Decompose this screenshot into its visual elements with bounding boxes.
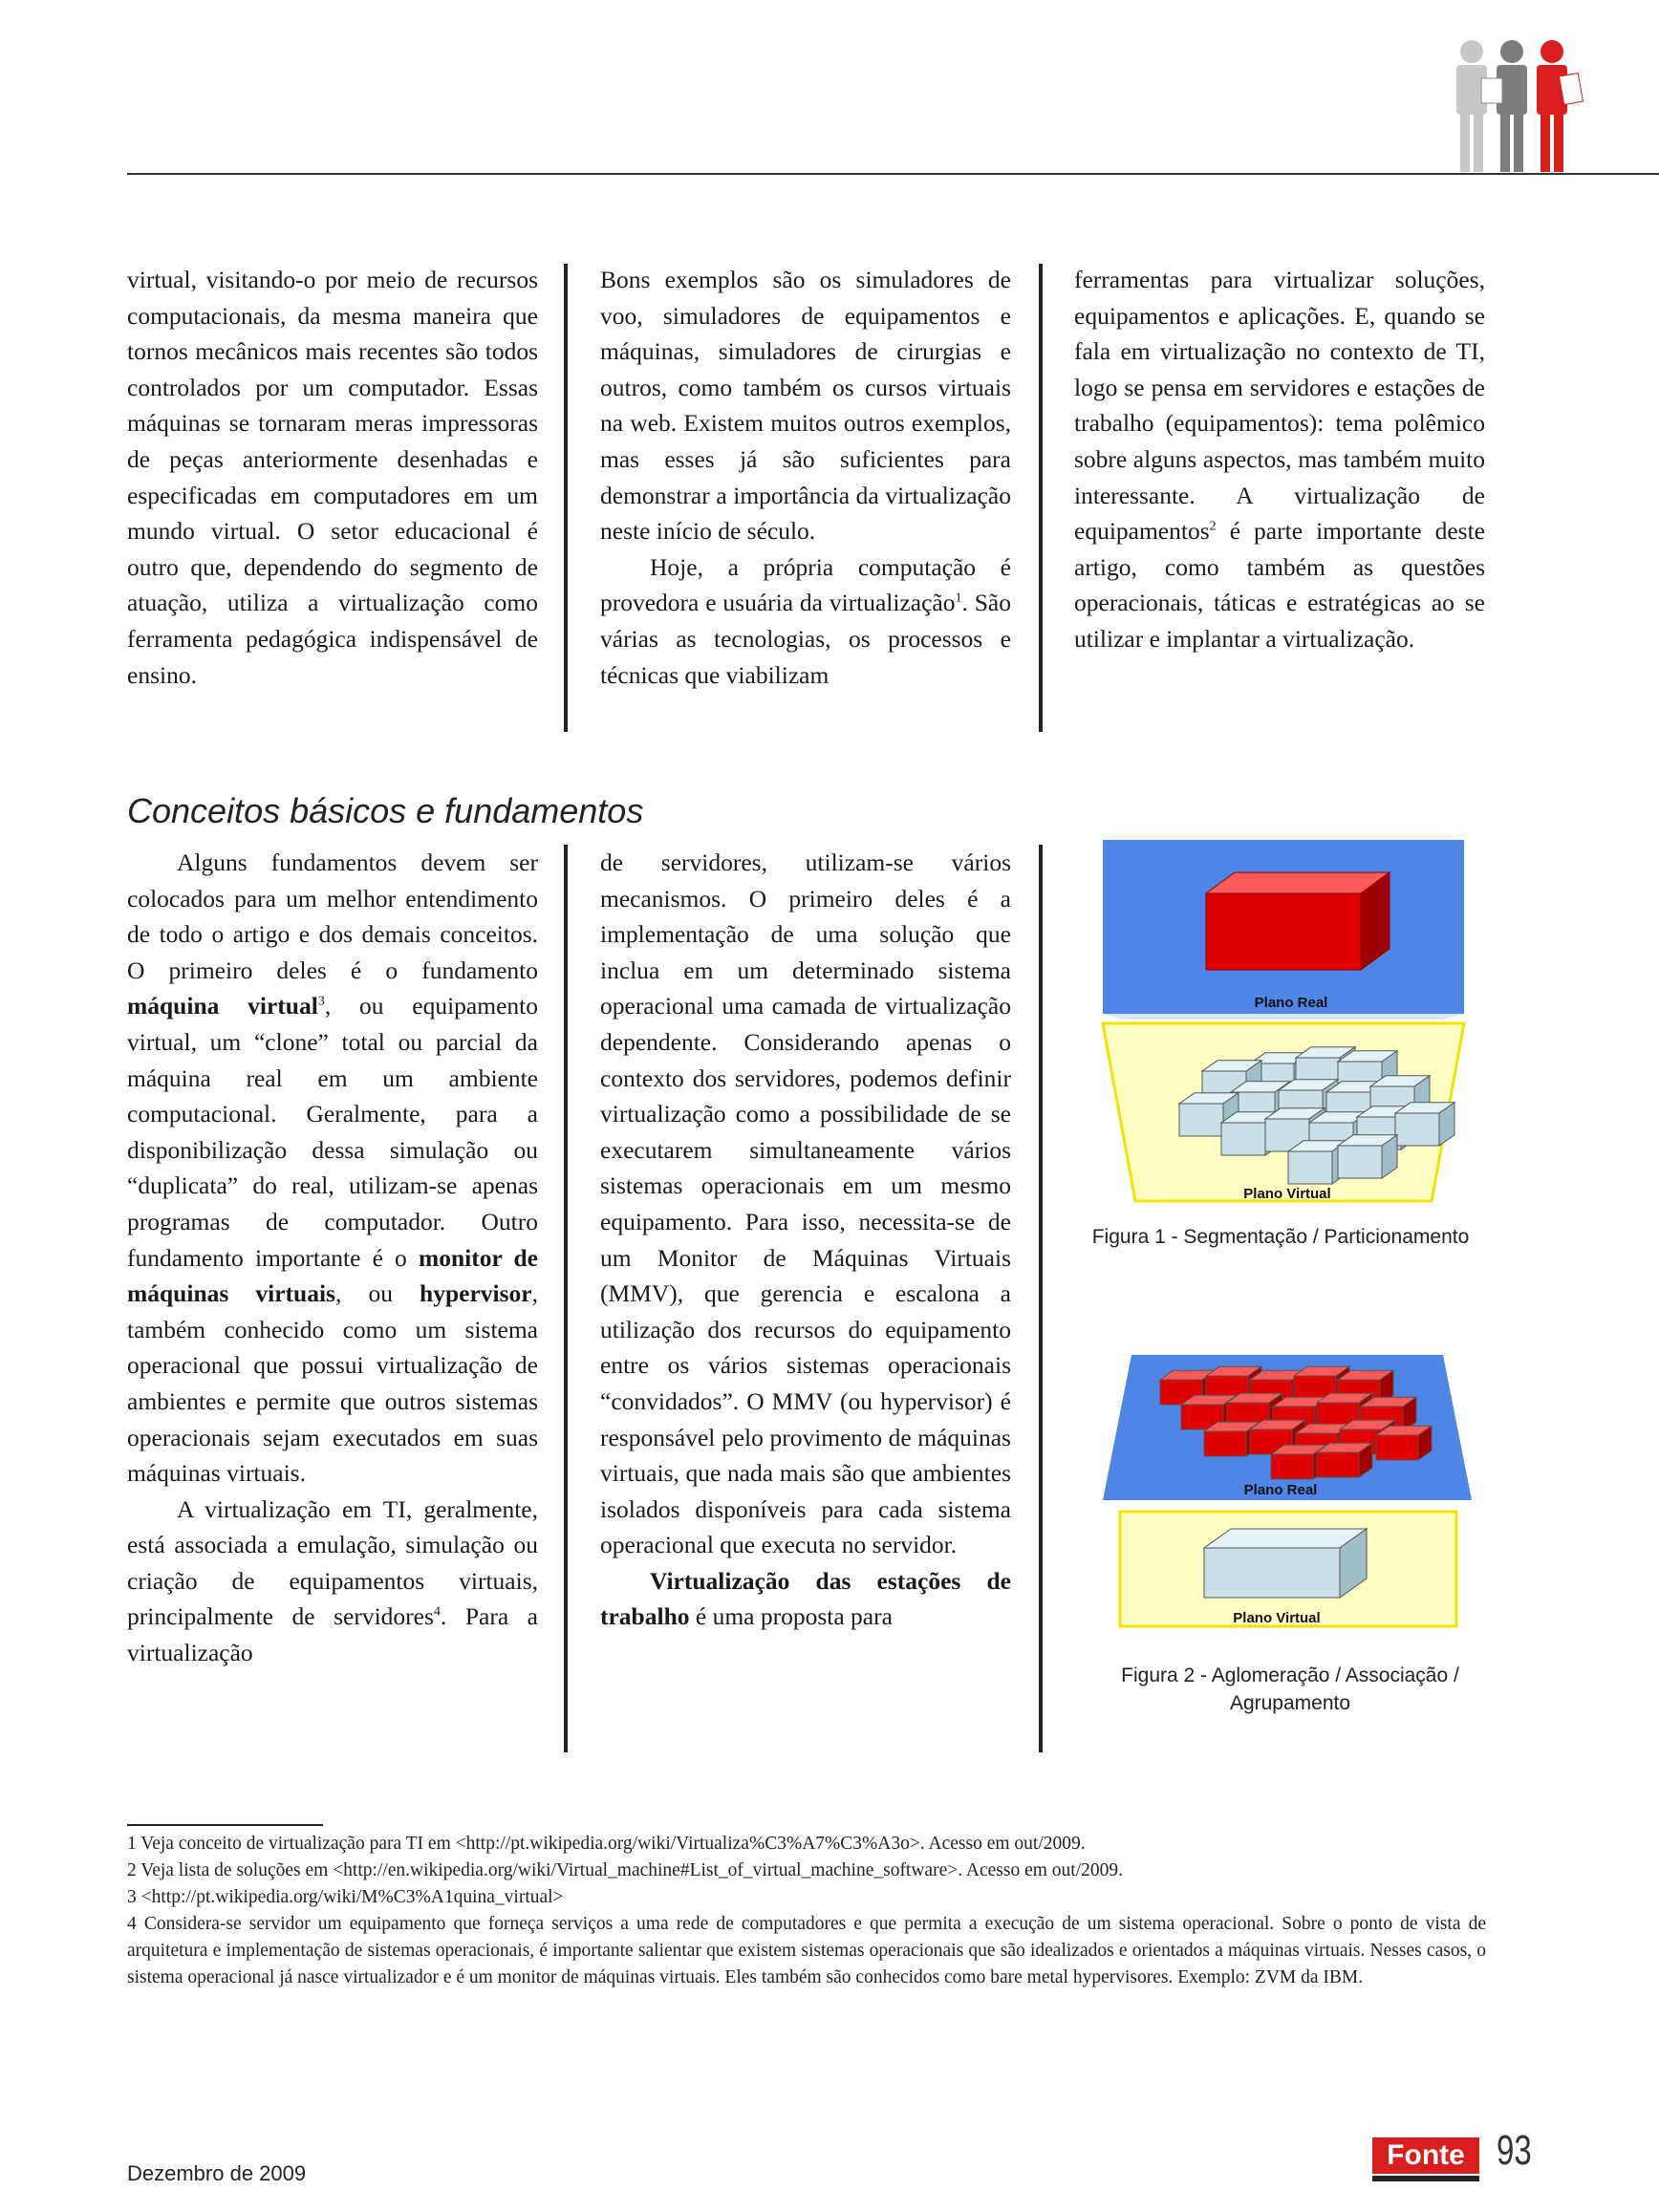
lower-column-1 bbox=[127, 845, 538, 1671]
footnote-ref: 2 bbox=[1209, 519, 1217, 534]
figure-label-top: Plano Real bbox=[1243, 1482, 1318, 1498]
top-column-1 bbox=[127, 262, 538, 693]
top-column-2 bbox=[600, 262, 1011, 693]
footnote-rule bbox=[127, 1824, 323, 1826]
top-column-3 bbox=[1074, 262, 1485, 657]
footnote: 4 Considera-se servidor um equipamento que forneça serviços a uma rede de computadores e que permita a execução de um sistema operacional. Sobre o ponto de vista de arquitetura e implementação de sistemas operacionais, é importante salientar que existem sistemas operacionais que são idealizados e orientados a máquinas virtuais. Nesses casos, o sistema operacional já nasce virtualizador e é um monitor de máquinas virtuais. Eles também são conhecidos como bare metal hypervisores. Exemplo: ZVM da IBM. bbox=[127, 1914, 1486, 1987]
virtual-machine-box bbox=[1204, 1529, 1367, 1548]
virtual-machine-cube bbox=[1179, 1104, 1223, 1136]
physical-machine-box bbox=[1206, 872, 1390, 893]
virtual-machine-cube bbox=[1395, 1113, 1439, 1146]
column-divider bbox=[564, 264, 568, 732]
footnote: 2 Veja lista de soluções em <http://en.wikipedia.org/wiki/Virtual_machine#List_of_virtual_machine_software>. Acesso em out/2009. bbox=[127, 1860, 1124, 1880]
column-divider bbox=[564, 845, 568, 1752]
physical-machine-cube bbox=[1317, 1452, 1359, 1477]
paragraph: Alguns fundamentos devem ser colocados para um melhor entendimento de todo o artigo e dos demais conceitos. O primeiro deles é o fundamento máquina virtual$^3$, ou equipamento virtual, um “clone” total ou parcial da máquina real em um ambiente computacional. Geralmente, para a disponibilização dessa simulação ou “duplicata” do real, utilizam-se apenas programas de computador. Outro fundamento importante é o monitor de máquinas virtuais, ou hypervisor, também conhecido como um sistema operacional que possui virtualização de ambientes e permite que outros sistemas operacionais sejam executados em suas máquinas virtuais. bbox=[127, 848, 539, 1488]
figure-2-caption: Figura 2 - Aglomeração / Associação / Agrupamento bbox=[1121, 1664, 1459, 1714]
paragraph: A virtualização em TI, geralmente, está associada a emulação, simulação ou criação de equipamentos virtuais, principalmente de servidores$^4$. Para a virtualização bbox=[127, 1494, 538, 1667]
figure-2-diagram bbox=[1089, 1347, 1481, 1634]
paragraph: Bons exemplos são os simuladores de voo, simuladores de equipamentos e máquinas, simuladores de cirurgias e outros, como também os cursos virtuais na web. Existem muitos outros exemplos, mas esses já são suficientes para demonstrar a importância da virtualização neste início de século. bbox=[600, 266, 1011, 546]
virtual-machine-cube bbox=[1288, 1151, 1332, 1184]
figure-label-bottom: Plano Virtual bbox=[1233, 1610, 1321, 1626]
footnote-ref: 1 bbox=[955, 591, 962, 606]
virtual-machine-cube bbox=[1338, 1146, 1382, 1178]
section-title: Conceitos básicos e fundamentos bbox=[127, 791, 644, 830]
paragraph: ferramentas para virtualizar soluções, equipamentos e aplicações. E, quando se fala em virtualização no contexto de TI, logo se pensa em servidores e estações de trabalho (equipamentos): tema polêmico sobre alguns aspectos, mas também muito interessante. A virtualização de equipamentos$^2$ é parte importante deste artigo, como também as questões operacionais, táticas e estratégicas ao se utilizar e implantar a virtualização. bbox=[1074, 266, 1485, 653]
column-divider bbox=[1039, 845, 1043, 1752]
issue-date: Dezembro de 2009 bbox=[127, 2161, 307, 2185]
column-divider bbox=[1039, 264, 1043, 732]
footnote: 1 Veja conceito de virtualização para TI em <http://pt.wikipedia.org/wiki/Virtualiza%C3%A7%C3%A3o>. Acesso em out/2009. bbox=[127, 1834, 1086, 1854]
physical-machine-cube bbox=[1204, 1431, 1246, 1456]
people-group-icon bbox=[1443, 38, 1596, 177]
magazine-logo: Fonte bbox=[1372, 2137, 1479, 2174]
figure-1-diagram bbox=[1088, 836, 1479, 1218]
paragraph: virtual, visitando-o por meio de recursos computacionais, da mesma maneira que tornos mecânicos mais recentes são todos controlados por um computador. Essas máquinas se tornaram meras impressoras de peças anteriormente desenhadas e especificadas em computadores em um mundo virtual. O setor educacional é outro que, dependendo do segmento de atuação, utiliza a virtualização como ferramenta pedagógica indispensável de ensino. bbox=[127, 266, 538, 689]
figure-label-bottom: Plano Virtual bbox=[1243, 1186, 1331, 1202]
paragraph: Hoje, a própria computação é provedora e usuária da virtualização$^1$. São várias as tecnologias, os processos e técnicas que viabilizam bbox=[600, 552, 1011, 689]
virtual-machine-cube bbox=[1221, 1123, 1265, 1155]
paragraph: Virtualização das estações de trabalho é uma proposta para bbox=[600, 1566, 1011, 1631]
physical-machine-cube bbox=[1376, 1435, 1418, 1460]
figure-1-caption: Figura 1 - Segmentação / Particionamento bbox=[1091, 1226, 1470, 1248]
physical-machine-cube bbox=[1271, 1454, 1313, 1479]
logo-underline bbox=[1372, 2176, 1479, 2181]
footnote: 3 <http://pt.wikipedia.org/wiki/M%C3%A1quina_virtual> bbox=[127, 1887, 564, 1907]
header-rule bbox=[127, 173, 1659, 175]
footnote-ref: 4 bbox=[433, 1604, 441, 1620]
paragraph: de servidores, utilizam-se vários mecanismos. O primeiro deles é a implementação de uma solução que inclua em um determinado sistema operacional uma camada de virtualização dependente. Considerando apenas o contexto dos servidores, podemos definir virtualização como a possibilidade de se executarem simultaneamente vários sistemas operacionais em um mesmo equipamento. Para isso, necessita-se de um Monitor de Máquinas Virtuais (MMV), que gerencia e escalona a utilização dos recursos do equipamento entre os vários sistemas operacionais “convidados”. O MMV (ou hypervisor) é responsável pelo provimento de máquinas virtuais, que nada mais são que ambientes isolados disponíveis para cada sistema operacional que executa no servidor. bbox=[600, 848, 1011, 1559]
figure-label-top: Plano Real bbox=[1254, 995, 1328, 1011]
footnote-ref: 3 bbox=[317, 994, 325, 1009]
footnotes bbox=[127, 1831, 1486, 1991]
page-number: 93 bbox=[1497, 2127, 1532, 2174]
lower-column-2 bbox=[600, 845, 1011, 1635]
